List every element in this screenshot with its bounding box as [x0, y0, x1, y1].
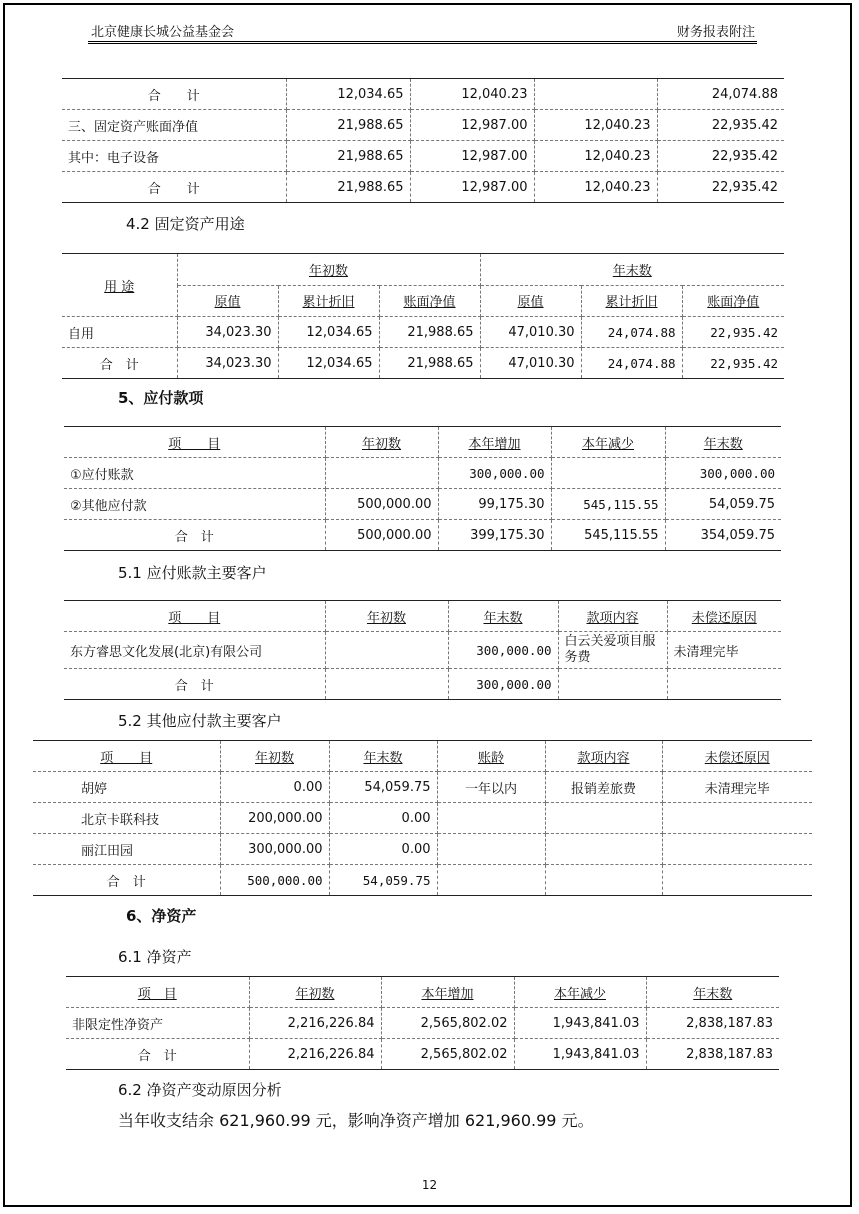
- cell-value: [662, 834, 812, 865]
- row-label: 北京卡联科技: [33, 803, 220, 834]
- cell-value: 1,943,841.03: [514, 1008, 646, 1039]
- accounts-payable-customers-table: [64, 600, 781, 700]
- col-header: [379, 285, 480, 317]
- col-header-label: 项 目: [168, 436, 221, 452]
- col-header-label: 项 目: [100, 750, 153, 766]
- cell-value: 0.00: [329, 834, 437, 865]
- table-row: [62, 317, 784, 348]
- row-label: 其中：电子设备: [62, 141, 286, 172]
- table-row: [66, 1008, 779, 1039]
- cell-value: [325, 632, 448, 669]
- cell-value: 12,040.23: [534, 110, 657, 141]
- row-label: ②其他应付款: [64, 489, 325, 520]
- cell-value: 12,034.65: [278, 317, 379, 348]
- col-header: [558, 601, 667, 632]
- payables-table: [64, 426, 781, 551]
- cell-value: 54,059.75: [665, 489, 781, 520]
- cell-value: 2,216,226.84: [249, 1008, 381, 1039]
- cell-value: 12,987.00: [410, 110, 534, 141]
- col-header-label: 年初数: [295, 986, 335, 1002]
- col-header: [545, 741, 662, 772]
- row-label: 三、固定资产账面净值: [62, 110, 286, 141]
- table-row: [33, 834, 812, 865]
- table-header-row: [64, 601, 781, 632]
- cell-value: 54,059.75: [329, 772, 437, 803]
- cell-value: 0.00: [329, 803, 437, 834]
- table-row: [62, 172, 784, 203]
- table-header-row: [64, 427, 781, 458]
- cell-value: 2,838,187.83: [646, 1039, 779, 1070]
- row-label: 合 计: [64, 669, 325, 700]
- header-doc-title: 财务报表附注: [676, 25, 755, 40]
- col-header-label: 年末数: [693, 986, 733, 1002]
- col-header-label: 原值: [214, 295, 241, 311]
- cell-value: 300,000.00: [665, 458, 781, 489]
- col-header: [64, 601, 325, 632]
- cell-value: 白云关爱项目服务费: [558, 632, 667, 669]
- col-header-label: 年初数: [254, 750, 294, 766]
- table-row: [64, 632, 781, 669]
- col-header: [66, 977, 249, 1008]
- cell-value: 2,216,226.84: [249, 1039, 381, 1070]
- table-header-row: [33, 741, 812, 772]
- col-header: [249, 977, 381, 1008]
- col-header: [480, 285, 581, 317]
- cell-value: 12,040.23: [534, 172, 657, 203]
- cell-value: 2,565,802.02: [381, 1039, 514, 1070]
- cell-value: 34,023.30: [177, 348, 278, 379]
- cell-value: [558, 669, 667, 700]
- col-header-label: 年末数: [483, 610, 523, 626]
- header-org: 北京健康长城公益基金会: [91, 25, 235, 40]
- col-header: [381, 977, 514, 1008]
- table-row: [62, 110, 784, 141]
- cell-value: 500,000.00: [325, 520, 438, 551]
- col-group-end-label: 年末数: [612, 263, 652, 279]
- cell-value: 12,987.00: [410, 172, 534, 203]
- col-header: [325, 601, 448, 632]
- cell-value: 500,000.00: [325, 489, 438, 520]
- cell-value: 354,059.75: [665, 520, 781, 551]
- cell-value: 22,935.42: [657, 141, 784, 172]
- cell-value: 99,175.30: [438, 489, 551, 520]
- section-heading: 6、净资产: [126, 907, 197, 925]
- table-header-row: [66, 977, 779, 1008]
- col-header: [278, 285, 379, 317]
- col-header-label: 未偿还原因: [691, 610, 757, 626]
- table-row: [33, 803, 812, 834]
- table-row: [62, 141, 784, 172]
- net-assets-table: [66, 976, 779, 1070]
- cell-value: 545,115.55: [551, 489, 665, 520]
- row-label: 非限定性净资产: [66, 1008, 249, 1039]
- cell-value: 399,175.30: [438, 520, 551, 551]
- col-header: [437, 741, 545, 772]
- section-heading: 6.2 净资产变动原因分析: [118, 1081, 282, 1099]
- row-label: 东方睿思文化发展(北京)有限公司: [64, 632, 325, 669]
- col-header-usage: [62, 254, 177, 317]
- col-header: [667, 601, 781, 632]
- col-header-label: 账面净值: [403, 295, 456, 311]
- cell-value: 47,010.30: [480, 348, 581, 379]
- col-header: [665, 427, 781, 458]
- cell-value: [437, 803, 545, 834]
- section-heading: 6.1 净资产: [118, 948, 192, 966]
- table-row: [33, 772, 812, 803]
- cell-value: 21,988.65: [379, 348, 480, 379]
- col-header-label: 款项内容: [586, 610, 639, 626]
- cell-value: 22,935.42: [657, 110, 784, 141]
- cell-value: [545, 834, 662, 865]
- cell-value: 22,935.42: [682, 317, 784, 348]
- col-header-label: 本年增加: [468, 436, 521, 452]
- cell-value: 2,838,187.83: [646, 1008, 779, 1039]
- cell-value: 300,000.00: [220, 834, 329, 865]
- row-label: 合 计: [62, 79, 286, 110]
- table-row: [64, 669, 781, 700]
- page-number: 12: [421, 1178, 438, 1192]
- col-header-label: 年初数: [366, 610, 406, 626]
- cell-value: 0.00: [220, 772, 329, 803]
- cell-value: 34,023.30: [177, 317, 278, 348]
- col-header: [64, 427, 325, 458]
- cell-value: 12,034.65: [278, 348, 379, 379]
- row-label: ①应付账款: [64, 458, 325, 489]
- col-header-label: 本年减少: [581, 436, 634, 452]
- col-header-label: 累计折旧: [605, 295, 658, 311]
- cell-value: 12,040.23: [534, 141, 657, 172]
- other-payables-customers-table: [33, 740, 812, 896]
- col-header: [682, 285, 784, 317]
- cell-value: [667, 669, 781, 700]
- table-row: [66, 1039, 779, 1070]
- col-header: [551, 427, 665, 458]
- col-header: [438, 427, 551, 458]
- col-header: [329, 741, 437, 772]
- cell-value: 报销差旅费: [545, 772, 662, 803]
- cell-value: 21,988.65: [286, 172, 410, 203]
- col-header-label: 年末数: [363, 750, 403, 766]
- table-row: [62, 348, 784, 379]
- cell-value: 21,988.65: [286, 110, 410, 141]
- cell-value: 未清理完毕: [662, 772, 812, 803]
- col-header: [33, 741, 220, 772]
- cell-value: [437, 834, 545, 865]
- row-label: 自用: [62, 317, 177, 348]
- section-heading: 5.2 其他应付款主要客户: [118, 712, 282, 730]
- cell-value: 24,074.88: [581, 348, 682, 379]
- fixed-assets-usage-table: [62, 253, 784, 379]
- cell-value: 54,059.75: [329, 865, 437, 896]
- table-row: [64, 520, 781, 551]
- cell-value: [325, 458, 438, 489]
- header-rule: [88, 41, 757, 42]
- col-header-label: 未偿还原因: [704, 750, 770, 766]
- row-label: 丽江田园: [33, 834, 220, 865]
- cell-value: 47,010.30: [480, 317, 581, 348]
- section-heading: 4.2 固定资产用途: [126, 215, 245, 233]
- col-header-label: 账面净值: [707, 295, 760, 311]
- cell-value: 300,000.00: [438, 458, 551, 489]
- cell-value: [662, 865, 812, 896]
- col-header-label: 款项内容: [577, 750, 630, 766]
- cell-value: [325, 669, 448, 700]
- cell-value: 12,034.65: [286, 79, 410, 110]
- table-row: [62, 79, 784, 110]
- cell-value: [551, 458, 665, 489]
- col-header-label: 项 目: [137, 986, 177, 1002]
- cell-value: 2,565,802.02: [381, 1008, 514, 1039]
- cell-value: 24,074.88: [657, 79, 784, 110]
- col-header-label: 本年减少: [553, 986, 606, 1002]
- col-header-label: 原值: [517, 295, 544, 311]
- cell-value: 21,988.65: [379, 317, 480, 348]
- table-row: [33, 865, 812, 896]
- col-header-label: 本年增加: [421, 986, 474, 1002]
- cell-value: [662, 803, 812, 834]
- table-row: [64, 458, 781, 489]
- analysis-paragraph: 当年收支结余 621,960.99 元，影响净资产增加 621,960.99 元。: [118, 1111, 594, 1130]
- cell-value: 300,000.00: [448, 669, 558, 700]
- col-header: [325, 427, 438, 458]
- cell-value: 21,988.65: [286, 141, 410, 172]
- cell-value: 545,115.55: [551, 520, 665, 551]
- cell-value: 一年以内: [437, 772, 545, 803]
- cell-value: 22,935.42: [657, 172, 784, 203]
- cell-value: 12,040.23: [410, 79, 534, 110]
- cell-value: [545, 803, 662, 834]
- header-rule: [88, 43, 757, 44]
- table-row: [64, 489, 781, 520]
- cell-value: 12,987.00: [410, 141, 534, 172]
- col-header: [448, 601, 558, 632]
- cell-value: 300,000.00: [448, 632, 558, 669]
- cell-value: 1,943,841.03: [514, 1039, 646, 1070]
- cell-value: 500,000.00: [220, 865, 329, 896]
- cell-value: 24,074.88: [581, 317, 682, 348]
- row-label: 合 计: [62, 172, 286, 203]
- col-header-label: 年初数: [361, 436, 401, 452]
- row-label: 合 计: [33, 865, 220, 896]
- col-group-end: [480, 254, 784, 286]
- row-label: 合 计: [66, 1039, 249, 1070]
- row-label: 合 计: [64, 520, 325, 551]
- section-heading: 5.1 应付账款主要客户: [118, 564, 267, 582]
- cell-value: [545, 865, 662, 896]
- cell-value: [534, 79, 657, 110]
- cell-value: 200,000.00: [220, 803, 329, 834]
- col-header-label: 项 目: [168, 610, 221, 626]
- col-header-label: 累计折旧: [302, 295, 355, 311]
- col-header: [646, 977, 779, 1008]
- col-header: [662, 741, 812, 772]
- cell-value: 未清理完毕: [667, 632, 781, 669]
- row-label: 合 计: [62, 348, 177, 379]
- col-header-usage-label: 用 途: [104, 279, 135, 295]
- col-group-start-label: 年初数: [309, 263, 349, 279]
- col-header-label: 年末数: [703, 436, 743, 452]
- col-header: [177, 285, 278, 317]
- col-group-start: [177, 254, 480, 286]
- col-header: [220, 741, 329, 772]
- section-heading: 5、应付款项: [118, 389, 204, 407]
- cell-value: [437, 865, 545, 896]
- col-header: [581, 285, 682, 317]
- fixed-assets-table: [62, 78, 784, 203]
- table-header-row: [62, 254, 784, 286]
- row-label: 胡婷: [33, 772, 220, 803]
- cell-value: 22,935.42: [682, 348, 784, 379]
- col-header-label: 账龄: [477, 750, 504, 766]
- col-header: [514, 977, 646, 1008]
